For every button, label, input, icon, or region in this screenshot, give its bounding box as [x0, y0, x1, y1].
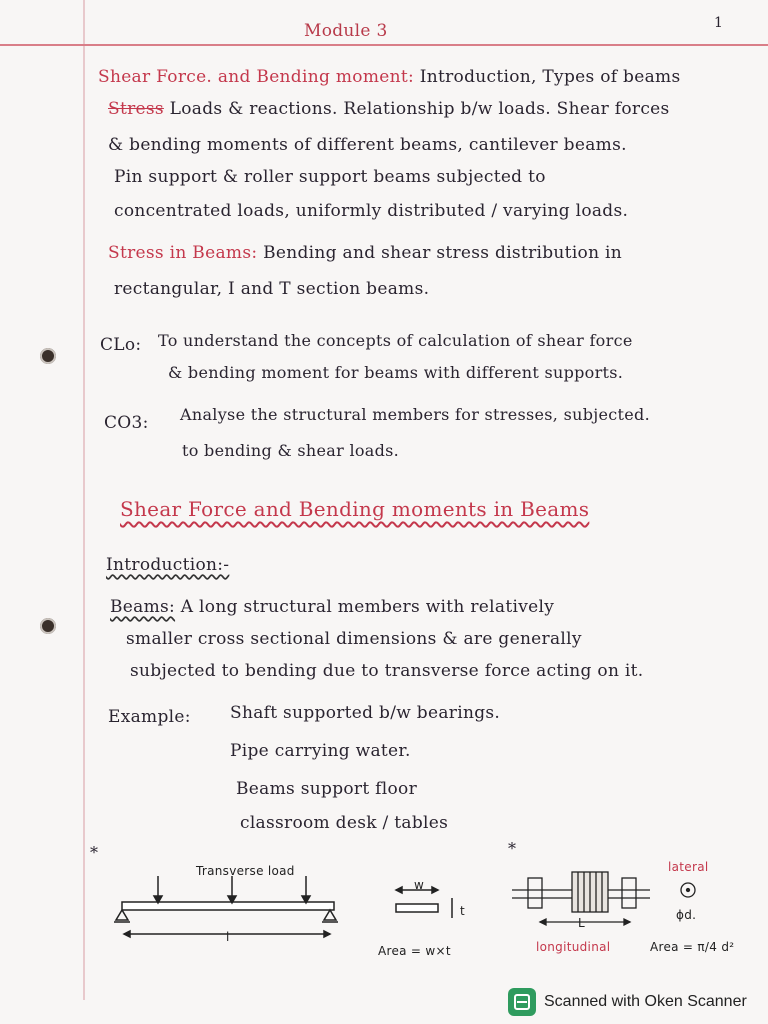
- topic-stress-in-beams: Stress in Beams:: [108, 243, 258, 263]
- topic-shear-force: Shear Force. and Bending moment:: [98, 67, 415, 87]
- page-title: Module 3: [304, 21, 388, 41]
- beams-label: Beams:: [110, 597, 176, 617]
- area-circle-label: Area = π/4 d²: [650, 940, 735, 954]
- shaft-on-bearings: [512, 872, 695, 925]
- diameter-label: ϕd.: [676, 908, 697, 922]
- longitudinal-label: longitudinal: [536, 940, 611, 954]
- syllabus-line-7: rectangular, I and T section beams.: [114, 279, 430, 299]
- co3-line-1: Analyse the structural members for stresses, subjected.: [180, 405, 650, 424]
- example-item: classroom desk / tables: [240, 813, 449, 833]
- scanner-logo-icon: [508, 988, 536, 1016]
- syllabus-line-4: Pin support & roller support beams subjected to: [114, 167, 546, 187]
- page-number: 1: [714, 15, 724, 31]
- example-item: Shaft supported b/w bearings.: [230, 703, 501, 723]
- syllabus-line-3: & bending moments of different beams, cantilever beams.: [108, 135, 627, 155]
- example-label: Example:: [108, 707, 191, 727]
- example-item: Pipe carrying water.: [230, 741, 411, 761]
- beams-text: A long structural members with relatively: [180, 597, 555, 617]
- beam-length-label: l: [226, 930, 230, 944]
- syllabus-text: Bending and shear stress distribution in: [263, 243, 623, 263]
- width-label: w: [414, 878, 425, 892]
- scanner-watermark: [508, 984, 768, 1020]
- lateral-label: lateral: [668, 860, 709, 874]
- clo-line-1: To understand the concepts of calculation of shear force: [158, 331, 633, 350]
- star-marker: *: [508, 839, 517, 858]
- star-marker: *: [90, 843, 99, 862]
- clo-line-2: & bending moment for beams with different supports.: [168, 363, 624, 382]
- rectangular-cross-section: [396, 887, 452, 918]
- syllabus-line-5: concentrated loads, uniformly distributed / varying loads.: [114, 201, 629, 221]
- simply-supported-beam: [114, 876, 338, 937]
- co3-line-2: to bending & shear loads.: [182, 441, 400, 460]
- thickness-label: t: [460, 904, 466, 918]
- beams-definition-line-3: subjected to bending due to transverse force acting on it.: [130, 661, 644, 681]
- clo-label: CLo:: [100, 335, 142, 355]
- struck-word: Stress: [108, 99, 164, 119]
- intro-heading: Introduction:-: [106, 555, 230, 575]
- example-item: Beams support floor: [236, 779, 417, 799]
- beams-definition-line-2: smaller cross sectional dimensions & are generally: [126, 629, 582, 649]
- section-heading: Shear Force and Bending moments in Beams: [120, 497, 590, 521]
- transverse-load-label: Transverse load: [196, 864, 295, 878]
- shaft-length-label: L: [578, 916, 585, 930]
- scanner-text: Scanned with Oken Scanner: [544, 993, 747, 1010]
- area-rect-label: Area = w×t: [378, 944, 451, 958]
- syllabus-text: Introduction, Types of beams: [419, 67, 681, 87]
- co3-label: CO3:: [104, 413, 149, 433]
- syllabus-text: Loads & reactions. Relationship b/w loads. Shear forces: [169, 99, 670, 119]
